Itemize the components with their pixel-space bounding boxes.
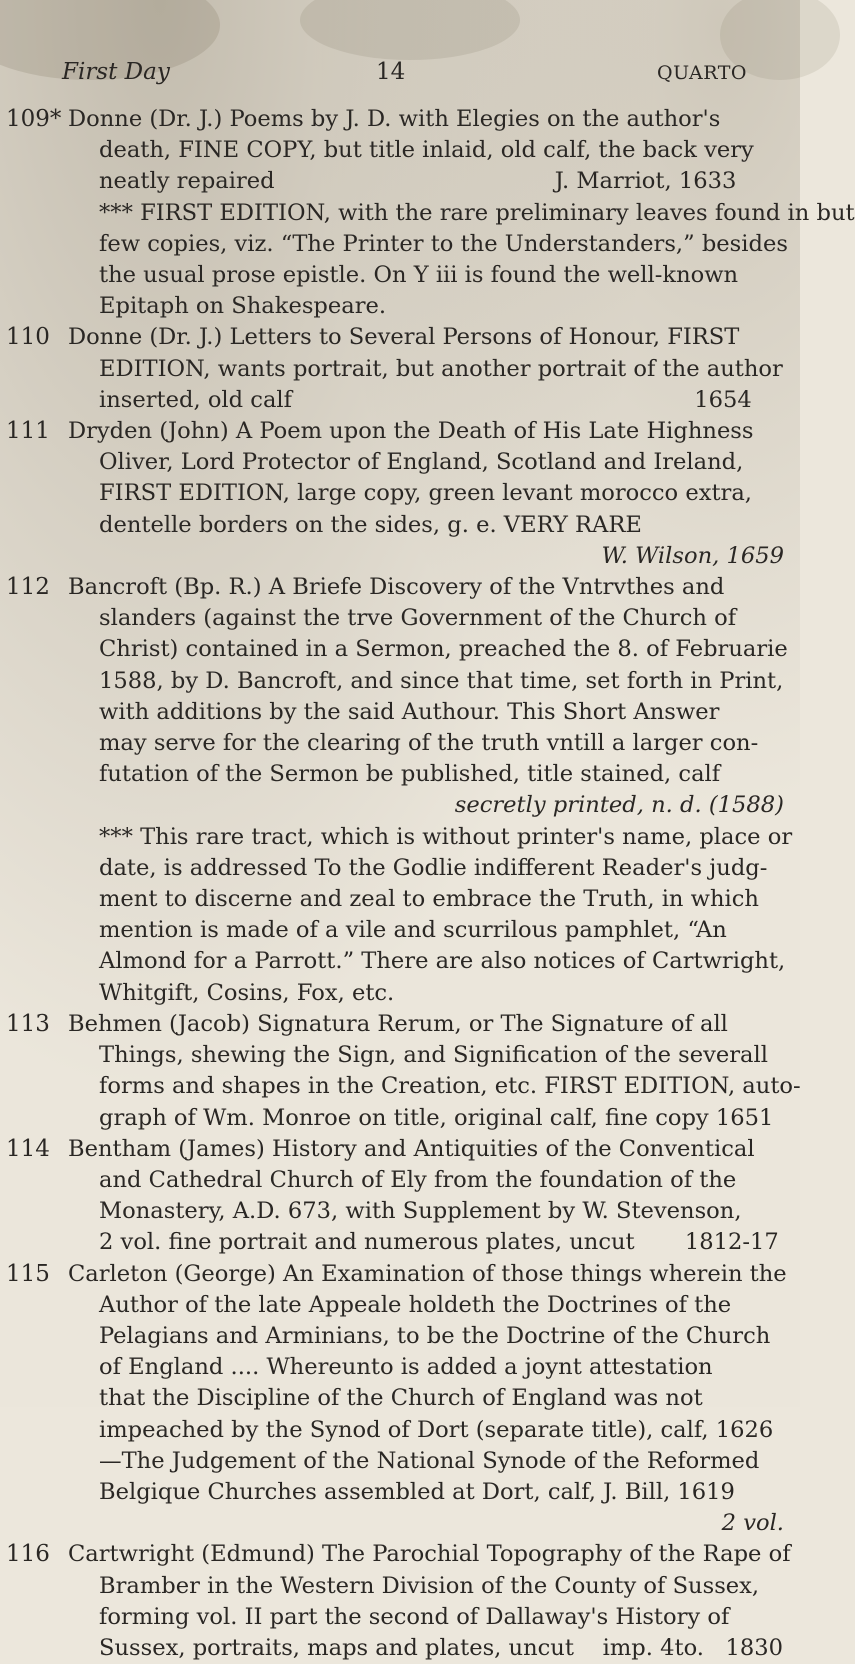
lot-number: 115 [6, 1260, 50, 1287]
entry-line: date, is addressed To the Godlie indifferent Reader's judg- [99, 854, 768, 881]
entry-line: *** This rare tract, which is without printer's name, place or [99, 823, 793, 850]
entry-text [68, 572, 793, 1009]
entry-line: 2 vol. [721, 1510, 784, 1537]
catalogue-entries [0, 104, 855, 1664]
entry-line: Carleton (George) An Examination of those things wherein the [68, 1260, 787, 1287]
entry-line: Bentham (James) History and Antiquities of the Conventical [68, 1135, 755, 1162]
format-label: QUARTO [657, 62, 747, 84]
catalogue-entry [0, 416, 800, 572]
entry-line: Whitgift, Cosins, Fox, etc. [99, 979, 395, 1006]
entry-line: 1588, by D. Bancroft, and since that time, set forth in Print, [99, 667, 784, 694]
entry-line: graph of Wm. Monroe on title, original calf, fine copy 1651 [99, 1104, 774, 1131]
entry-line: Donne (Dr. J.) Poems by J. D. with Elegies on the author's [68, 106, 721, 132]
entry-text [68, 416, 784, 572]
page-number: 14 [376, 59, 406, 85]
entry-text [68, 322, 784, 416]
entry-line: Christ) contained in a Sermon, preached the 8. of Februarie [99, 636, 788, 663]
catalogue-entry [0, 322, 800, 416]
entry-line: FIRST EDITION, large copy, green levant morocco extra, [99, 480, 752, 507]
lot-number: 116 [6, 1541, 50, 1568]
entry-line: futation of the Sermon be published, title stained, calf [99, 761, 721, 788]
entry-line: Epitaph on Shakespeare. [99, 293, 387, 320]
entry-line: mention is made of a vile and scurrilous pamphlet, “An [99, 917, 727, 944]
lot-number: 109* [6, 106, 62, 132]
lot-number: 111 [6, 418, 50, 445]
entry-line: Behmen (Jacob) Signatura Rerum, or The Signature of all [68, 1010, 728, 1037]
entry-line: *** FIRST EDITION, with the rare preliminary leaves found in but [99, 199, 855, 226]
catalogue-entry [0, 104, 855, 322]
entry-line: the usual prose epistle. On Y iii is found the well-known [99, 262, 739, 289]
entry-line: slanders (against the trve Government of the Church of [99, 605, 737, 632]
entry-line: Dryden (John) A Poem upon the Death of His Late Highness [68, 418, 754, 445]
entry-line: neatly repaired J. Marriot, 1633 [99, 168, 737, 195]
lot-number: 110 [6, 324, 50, 351]
catalogue-entry [0, 1259, 800, 1540]
entry-text [68, 1259, 787, 1540]
entry-line: Donne (Dr. J.) Letters to Several Persons of Honour, FIRST [68, 324, 740, 351]
entry-line: secretly printed, n. d. (1588) [454, 792, 784, 819]
entry-line: death, FINE COPY, but title inlaid, old calf, the back very [99, 137, 754, 164]
lot-number: 114 [6, 1135, 50, 1162]
paper-stain [300, 0, 520, 60]
entry-line: Monastery, A.D. 673, with Supplement by W. Stevenson, [99, 1198, 742, 1225]
entry-line: EDITION, wants portrait, but another portrait of the author [99, 355, 783, 382]
entry-line: may serve for the clearing of the truth vntill a larger con- [99, 730, 759, 757]
entry-text [68, 104, 855, 322]
entry-text [68, 1009, 801, 1134]
entry-line: of England .... Whereunto is added a joynt attestation [99, 1354, 713, 1381]
entry-text [68, 1539, 791, 1664]
entry-line: impeached by the Synod of Dort (separate title), calf, 1626 [99, 1416, 774, 1443]
page-header [0, 55, 800, 95]
entry-text [68, 1134, 784, 1259]
entry-line: Pelagians and Arminians, to be the Doctrine of the Church [99, 1322, 771, 1349]
entry-line: ment to discerne and zeal to embrace the Truth, in which [99, 886, 759, 913]
entry-line: forms and shapes in the Creation, etc. FIRST EDITION, auto- [99, 1073, 801, 1100]
catalogue-entry [0, 1134, 800, 1259]
lot-number: 113 [6, 1010, 50, 1037]
entry-line: Cartwright (Edmund) The Parochial Topography of the Rape of [68, 1541, 791, 1568]
entry-line: forming vol. II part the second of Dallaway's History of [99, 1603, 730, 1630]
catalogue-entry [0, 1009, 800, 1134]
entry-line: Sussex, portraits, maps and plates, uncut imp. 4to. 1830 [99, 1634, 784, 1661]
lot-number: 112 [6, 574, 50, 601]
entry-line: Bramber in the Western Division of the County of Sussex, [99, 1572, 760, 1599]
entry-line: Almond for a Parrott.” There are also notices of Cartwright, [99, 948, 786, 975]
entry-line: inserted, old calf 1654 [99, 386, 752, 413]
entry-line: that the Discipline of the Church of England was not [99, 1385, 703, 1412]
entry-line: 2 vol. fine portrait and numerous plates, uncut 1812-17 [99, 1229, 779, 1256]
entry-line: few copies, viz. “The Printer to the Understanders,” besides [99, 230, 788, 257]
catalogue-entry [0, 1539, 800, 1664]
entry-line: W. Wilson, 1659 [601, 542, 784, 569]
entry-line: Bancroft (Bp. R.) A Briefe Discovery of the Vntrvthes and [68, 574, 725, 601]
entry-line: with additions by the said Authour. This Short Answer [99, 698, 720, 725]
entry-line: Author of the late Appeale holdeth the Doctrines of the [99, 1291, 732, 1318]
entry-line: Belgique Churches assembled at Dort, calf, J. Bill, 1619 [99, 1478, 735, 1505]
entry-line: Things, shewing the Sign, and Signification of the severall [99, 1042, 768, 1069]
entry-line: —The Judgement of the National Synode of the Reformed [99, 1447, 760, 1474]
entry-line: Oliver, Lord Protector of England, Scotland and Ireland, [99, 449, 744, 476]
entry-line: and Cathedral Church of Ely from the foundation of the [99, 1166, 737, 1193]
catalogue-entry [0, 572, 800, 1009]
entry-line: dentelle borders on the sides, g. e. VERY RARE [99, 511, 642, 538]
sale-day-label: First Day [62, 59, 170, 85]
